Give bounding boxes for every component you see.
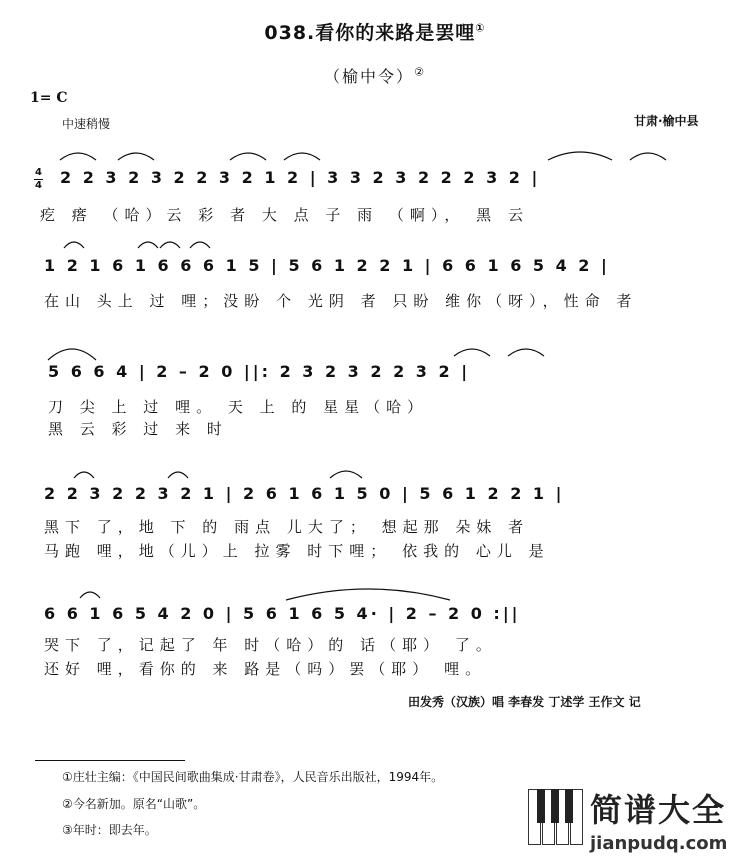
notation-line-3: 5 6 6 4 | 2 – 2 0 ||: 2 3 2 3 2 2 3 2 | <box>48 362 471 381</box>
tempo-marking: 中速稍慢 <box>62 117 111 131</box>
time-signature-bottom: 4 <box>35 180 42 191</box>
slur-arcs-line-2 <box>40 228 740 258</box>
lyric-line-3-verse-2: 黑 云 彩 过 来 时 <box>48 420 228 438</box>
lyric-line-3-verse-1: 刀 尖 上 过 哩。 天 上 的 星星（哈） <box>48 398 429 416</box>
song-subtitle-text: （榆中令） <box>324 67 415 86</box>
lyric-line-4-verse-2: 马跑 哩，地（儿）上 拉雾 时下哩； 依我的 心儿 是 <box>44 542 550 560</box>
title-footnote-mark: ① <box>475 21 486 35</box>
lyric-line-4-verse-1: 黑下 了，地 下 的 雨点 儿大了； 想起那 朵妹 者 <box>44 518 530 536</box>
footnote-1: ①庄壮主编：《中国民间歌曲集成·甘肃卷》，人民音乐出版社，1994年。 <box>62 770 444 784</box>
notation-line-5: 6 6 1 6 5 4 2 0 | 5 6 1 6 5 4· | 2 – 2 0 :|| <box>44 604 521 623</box>
footnote-2: ②今名新加。原名“山歌”。 <box>62 797 206 811</box>
song-title-text: 038.看你的来路是罢哩 <box>264 22 476 44</box>
watermark-name: 简谱大全 <box>590 791 727 829</box>
key-signature: 1= C <box>30 90 68 106</box>
notation-line-2: 1 2 1 6 1 6 6 6 1 5 | 5 6 1 2 2 1 | 6 6 1 6 5 4 2 | <box>44 256 610 275</box>
lyric-line-1: 疙 瘩 （哈）云 彩 者 大 点 子 雨 （啊）， 黑 云 <box>40 206 529 224</box>
watermark-url: jianpudq.com <box>590 833 728 854</box>
credits: 田发秀（汉族）唱 李春发 丁述学 王作文 记 <box>408 695 641 709</box>
time-signature <box>34 168 43 191</box>
notation-line-1: 2 2 3 2 3 2 2 3 2 1 2 | 3 3 2 3 2 2 2 3 2 | <box>60 168 541 187</box>
piano-keys-icon <box>528 789 584 845</box>
notation-line-4: 2 2 3 2 2 3 2 1 | 2 6 1 6 1 5 0 | 5 6 1 2 2 1 | <box>44 484 565 503</box>
region-label: 甘肃·榆中县 <box>634 114 699 128</box>
lyric-line-2: 在山 头上 过 哩；没盼 个 光阴 者 只盼 维你（呀），性命 者 <box>44 292 638 310</box>
lyric-line-5-verse-1: 哭下 了，记起了 年 时（哈）的 话（耶） 了。 <box>44 636 497 654</box>
footnote-divider <box>35 760 185 761</box>
watermark-logo <box>524 783 750 862</box>
subtitle-footnote-mark: ② <box>414 65 426 79</box>
slur-arcs-line-1 <box>40 140 740 170</box>
song-subtitle <box>0 64 750 87</box>
song-title <box>0 18 750 45</box>
footnote-3: ③年时：即去年。 <box>62 823 157 837</box>
lyric-line-5-verse-2: 还好 哩，看你的 来 路是（吗）罢（耶） 哩。 <box>44 660 487 678</box>
time-signature-top: 4 <box>35 167 42 178</box>
